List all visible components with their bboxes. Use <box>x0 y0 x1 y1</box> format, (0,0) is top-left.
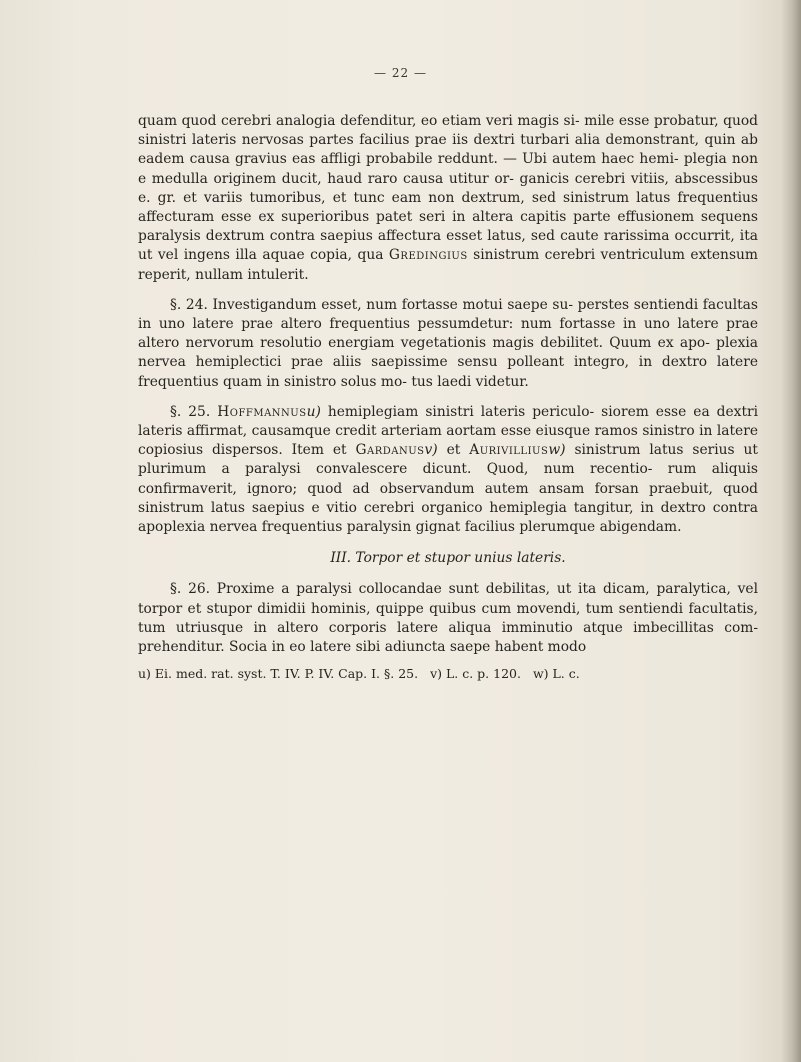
footnotes <box>138 665 758 682</box>
paragraph-1: quam quod cerebri analogia defenditur, eo etiam veri magis si- mile esse probatur, quod sinistri lateris nervosas partes facilius prae iis dextri turbari alia demonstrant, quin ab eadem causa gravius eas affligi probabile reddunt. — Ubi autem haec hemi- plegia non e medulla originem ducit, haud raro causa utitur or- ganicis cerebri vitiis, abscessibus e. gr. et variis tumoribus, et tunc eam non dextrum, sed sinistrum latus frequentius affecturam esse ex superioribus patet seri in altera capitis parte effusionem sequens paralysis dextrum contra saepius affectura esset latus, sed caute rarissima occurrit, ita ut vel ingens illa aquae copia, qua Gredingius sinistrum cerebri ventriculum extensum reperit, nullam intulerit. <box>138 113 758 283</box>
footnote-mark-v: v) <box>424 442 438 459</box>
author-gredingius: Gredingius <box>388 247 468 264</box>
paragraph-section-25: §. 25. Hoffmannusu) hemiplegiam sinistri lateris periculo- siorem esse ea dextri lateris affirmat, causamque credit arteriam aortam esse eiusque ramos sinistro in latere copiosius dispersos. Item et Gardanusv) et Aurivilliusw) sinistrum latus serius ut plurimum a paralysi convalescere dicunt. Quod, num recentio- rum aliquis confirmaverit, ignoro; quod ad observandum autem ansam forsan praebuit, quod sinistrum latus saepius e vitio cerebri organico hemiplegia tangitur, in dextro contra apoplexia nervea frequentius paralysin gignat facilius plerumque abigendam. <box>138 403 759 536</box>
page-number: — 22 — <box>374 66 427 80</box>
paragraph-section-26: §. 26. Proxime a paralysi collocandae sunt debilitas, ut ita dicam, paralytica, vel torpor et stupor dimidii hominis, quippe quibus cum movendi, tum sentiendi facultatis, tum utriusque in altero corporis latere aliqua imminutio atque imbecillitas com- prehenditur. Socia in eo latere sibi adiuncta saepe habent modo <box>138 581 758 656</box>
paragraph-section-24: §. 24. Investigandum esset, num fortasse motui saepe su- perstes sentiendi facultas in uno latere prae altero frequentius pessumdetur: num fortasse in uno latere prae altero nervorum resolutio energiam vegetationis magis debilitet. Quum ex apo- plexia nervea hemiplectici prae aliis saepissime sensu polleant integro, in dextro latere frequentius quam in sinistro solus mo- tus laedi videtur. <box>138 296 758 390</box>
author-aurivillius: Aurivillius <box>469 442 549 459</box>
author-gardanus: Gardanus <box>355 442 425 459</box>
section-heading: III. Torpor et stupor unius lateris. <box>330 550 566 567</box>
page-edge-shadow <box>781 0 801 1062</box>
footnote-u: u) Ei. med. rat. syst. T. IV. P. IV. Cap. I. §. 25. <box>138 666 419 682</box>
footnote-mark-u: u) <box>306 403 321 420</box>
footnote-v: v) L. c. p. 120. <box>430 666 521 682</box>
author-hoffmannus: Hoffmannus <box>217 403 307 420</box>
footnote-mark-w: w) <box>548 442 566 459</box>
footnote-w: w) L. c. <box>532 666 580 682</box>
body-text <box>138 112 758 682</box>
